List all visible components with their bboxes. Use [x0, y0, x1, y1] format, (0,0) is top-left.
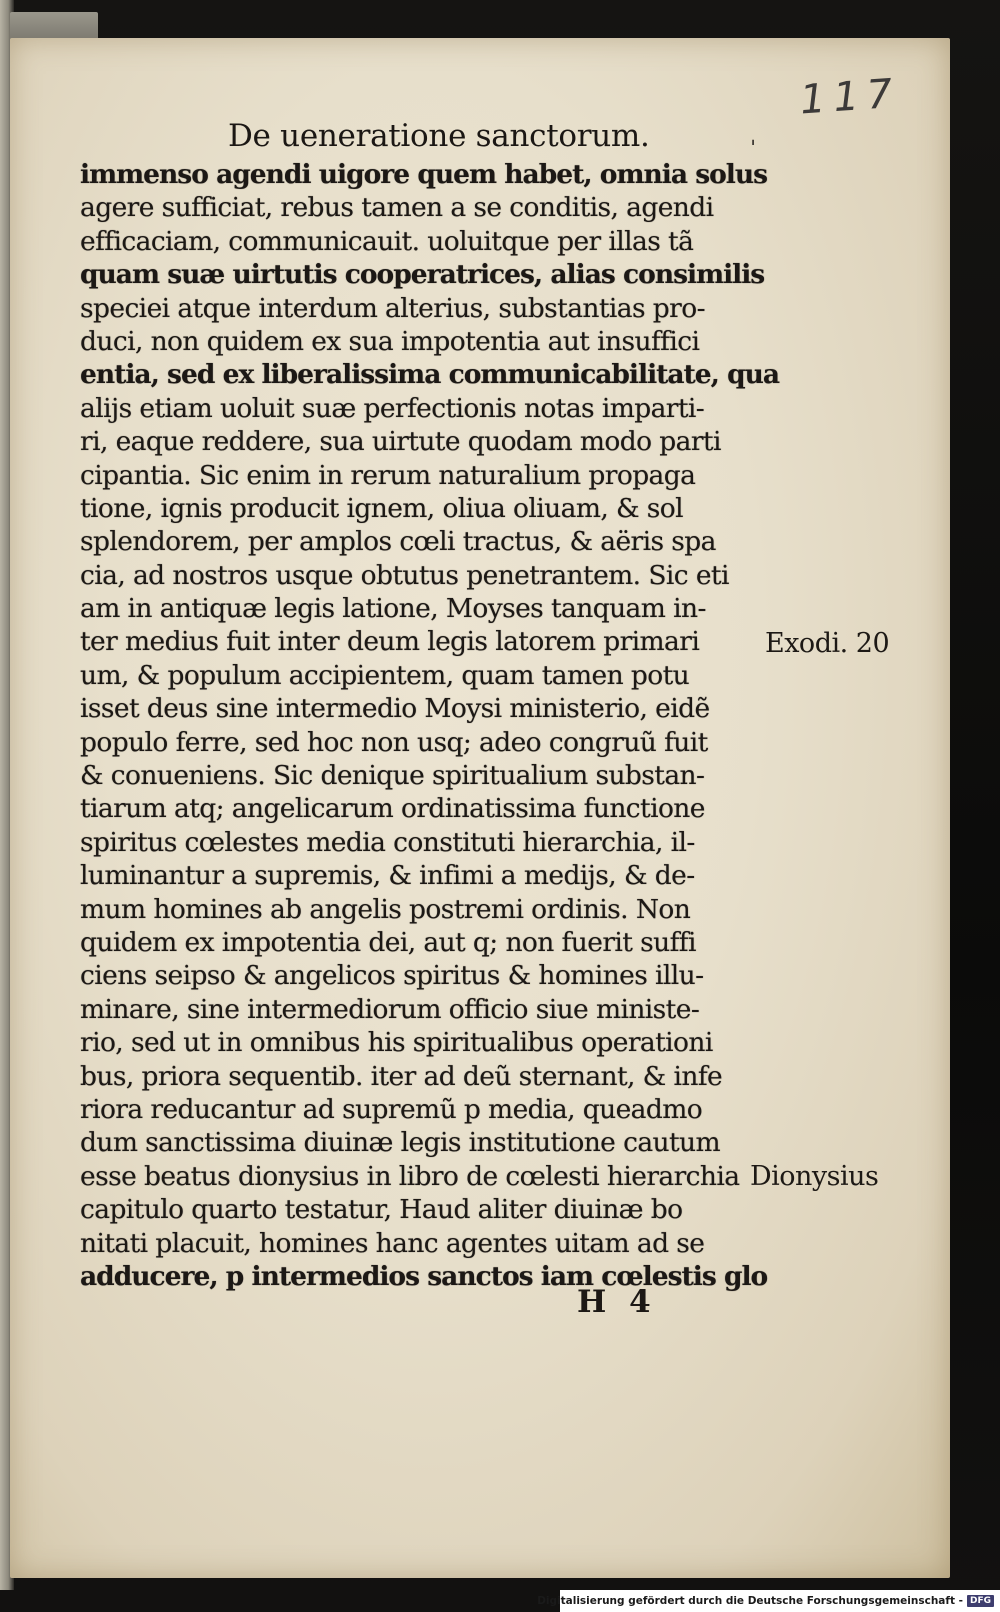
dfg-logo[interactable]: DFG [967, 1595, 994, 1607]
text-line: entia, sed ex liberalissima communicabilitate, qua [80, 359, 780, 391]
folio-number: 117 [798, 70, 902, 124]
text-line: immenso agendi uigore quem habet, omnia solus [80, 159, 768, 190]
text-line: alijs etiam uoluit suæ perfectionis notas imparti- [80, 392, 705, 424]
text-line: quidem ex impotentia dei, aut q; non fuerit suffi [80, 926, 696, 958]
text-line: duci, non quidem ex sua impotentia aut insuffici [80, 325, 700, 357]
text-line: quam suæ uirtutis cooperatrices, alias consimilis [80, 259, 765, 291]
marginal-note-exodi: Exodi. 20 [765, 628, 890, 659]
text-line: riora reducantur ad supremũ p media, queadmo [80, 1093, 703, 1125]
text-line: splendorem, per amplos cœli tractus, & aëris spa [80, 526, 716, 558]
text-line: capitulo quarto testatur, Haud aliter diuinæ bo [80, 1194, 683, 1226]
text-line: cia, ad nostros usque obtutus penetrantem. Sic eti [80, 559, 729, 591]
text-line: rio, sed ut in omnibus his spiritualibus operationi [80, 1027, 713, 1059]
signature-mark: H 4 [577, 1284, 657, 1320]
text-line: um, & populum accipientem, quam tamen potu [80, 659, 690, 691]
running-head: De ueneratione sanctorum. [228, 118, 650, 154]
text-line: esse beatus dionysius in libro de cœlesti hierarchia [80, 1160, 740, 1192]
text-line: agere sufficiat, rebus tamen a se conditis, agendi [80, 192, 714, 224]
text-line: isset deus sine intermedio Moysi ministerio, eidẽ [80, 693, 710, 725]
text-line: minare, sine intermediorum officio siue ministe- [80, 993, 700, 1025]
text-line: ciens seipso & angelicos spiritus & homines illu- [80, 960, 704, 992]
text-line: ri, eaque reddere, sua uirtute quodam modo parti [80, 426, 721, 458]
credit-text: Digitalisierung gefördert durch die Deutsche Forschungsgemeinschaft - [537, 1595, 963, 1607]
text-line: ter medius fuit inter deum legis latorem primari [80, 626, 700, 658]
text-line: speciei atque interdum alterius, substantias pro- [80, 292, 705, 324]
text-line: tiarum atq; angelicarum ordinatissima functione [80, 793, 705, 825]
text-line: cipantia. Sic enim in rerum naturalium propaga [80, 459, 696, 491]
text-line: nitati placuit, homines hanc agentes uitam ad se [80, 1227, 705, 1259]
text-line: am in antiquæ legis latione, Moyses tanquam in- [80, 593, 706, 625]
text-line: bus, priora sequentib. iter ad deũ sternant, & infe [80, 1060, 723, 1092]
marginal-note-dionysius: Dionysius [750, 1161, 879, 1192]
text-line: dum sanctissima diuinæ legis institutione cautum [80, 1127, 721, 1159]
corner-mark: ˈ [750, 138, 757, 163]
body-text [80, 158, 780, 1293]
text-line: mum homines ab angelis postremi ordinis. Non [80, 893, 691, 925]
text-line: & conueniens. Sic denique spiritualium substan- [80, 760, 705, 792]
text-line: adducere, p intermedios sanctos iam cœlestis glo [80, 1260, 768, 1292]
text-line: spiritus cœlestes media constituti hierarchia, il- [80, 826, 695, 858]
text-line: luminantur a supremis, & infimi a medijs, & de- [80, 860, 695, 892]
text-line: efficaciam, communicauit. uoluitque per illas tã [80, 225, 694, 257]
text-line: populo ferre, sed hoc non usq; adeo congruũ fuit [80, 726, 708, 758]
digitization-credit-bar [537, 1590, 1000, 1612]
text-line: tione, ignis producit ignem, oliua oliuam, & sol [80, 492, 684, 524]
